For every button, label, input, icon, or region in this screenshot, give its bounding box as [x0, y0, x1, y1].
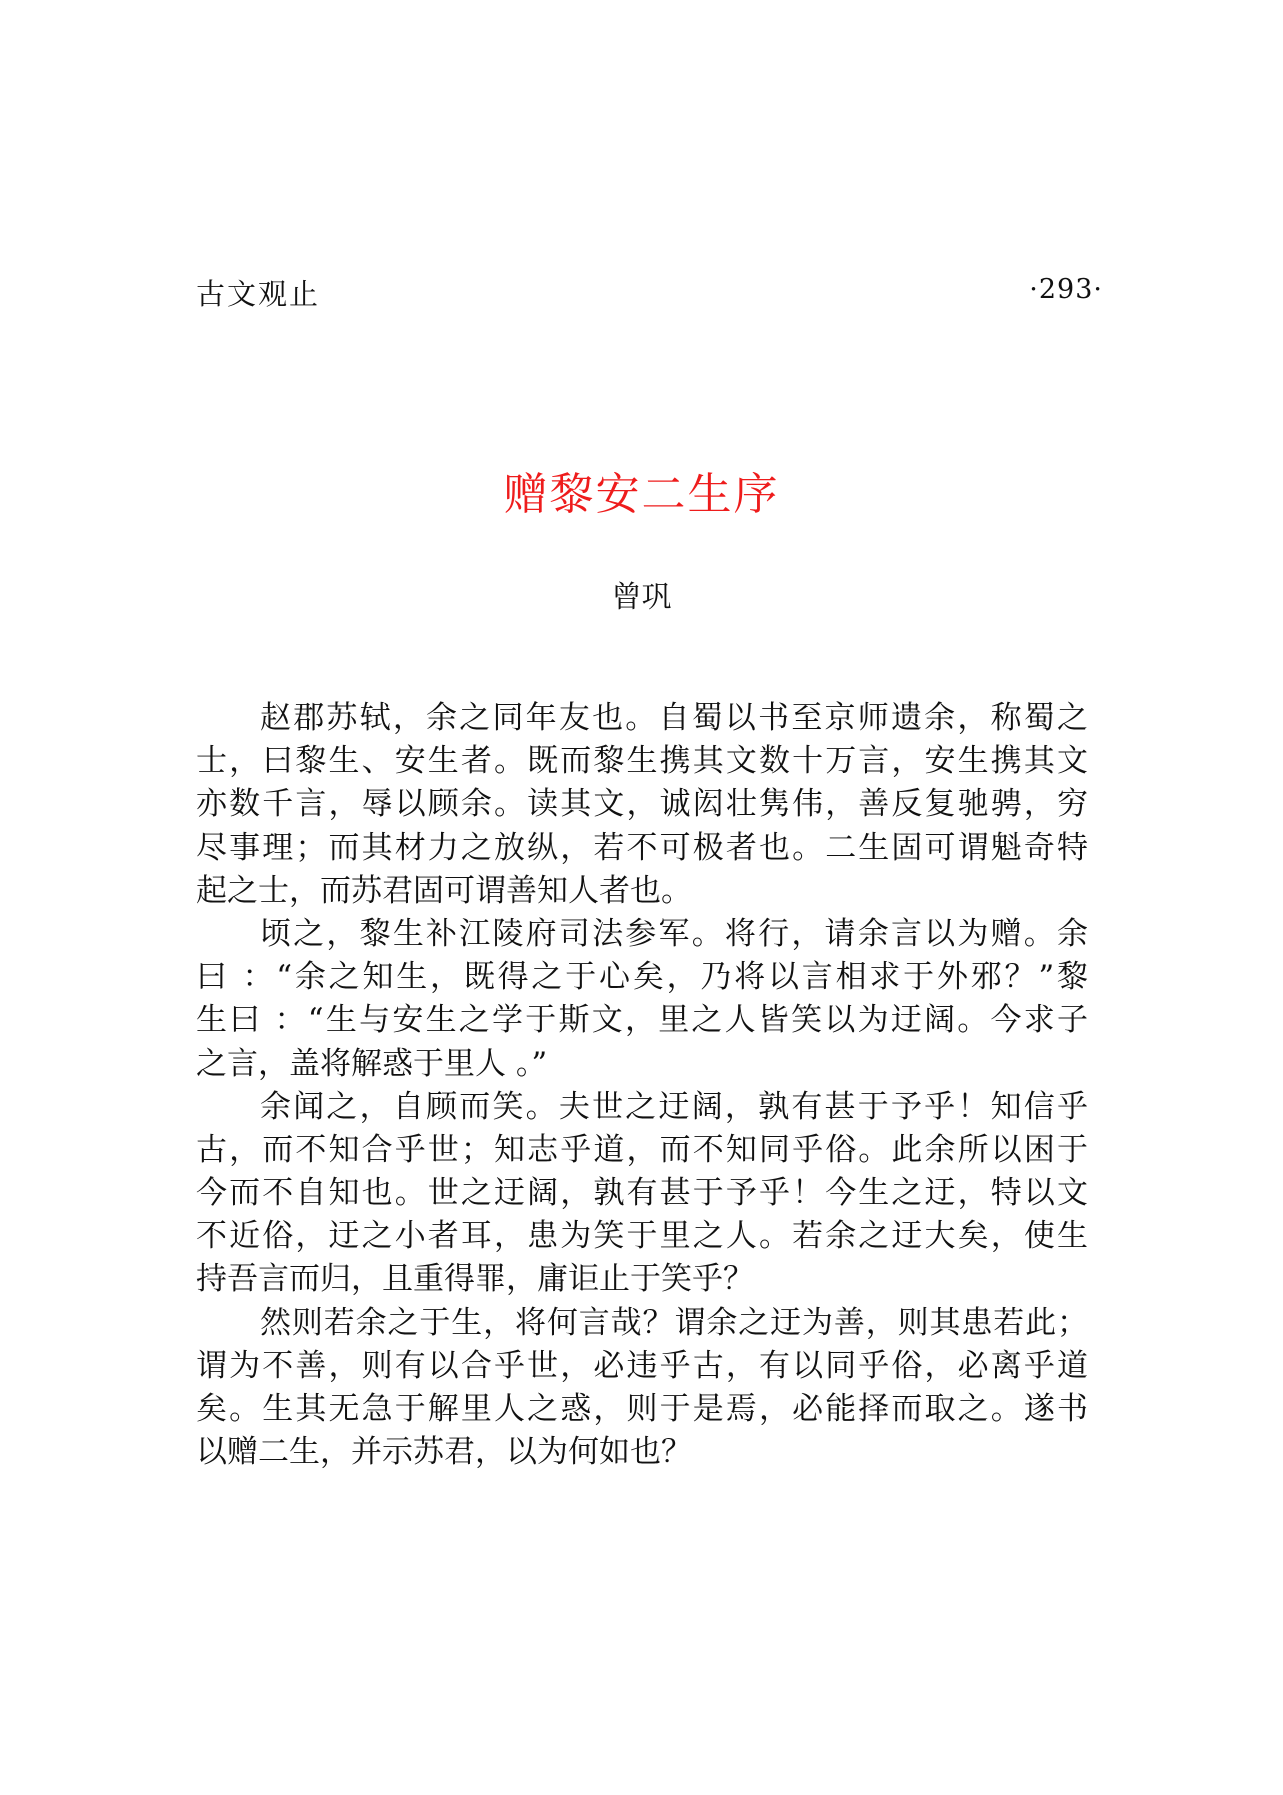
text-line: 古，而不知合乎世；知志乎道，而不知同乎俗。此余所以困于 — [196, 1131, 1088, 1168]
text-line: 生曰 ：“生与安生之学于斯文，里之人皆笑以为迂阔。今求子 — [196, 1002, 1088, 1039]
text-line: 赵郡苏轼，余之同年友也。自蜀以书至京师遗余，称蜀之 — [260, 700, 1088, 736]
text-line: 持吾言而归，且重得罪，庸讵止于笑乎？ — [196, 1261, 754, 1298]
page-number: ·293· — [1029, 274, 1103, 305]
text-line: 余闻之，自顾而笑。夫世之迂阔，孰有甚于予乎！知信乎 — [260, 1088, 1088, 1125]
text-line: 士，曰黎生、安生者。既而黎生携其文数十万言，安生携其文 — [196, 743, 1088, 780]
text-line: 谓为不善，则有以合乎世，必违乎古，有以同乎俗，必离乎道 — [196, 1347, 1088, 1384]
text-line: 之言，盖将解惑于里人 。” — [196, 1045, 548, 1082]
article-author: 曾巩 — [611, 580, 672, 615]
article-title: 赠黎安二生序 — [503, 469, 780, 520]
text-line: 曰 ：“余之知生，既得之于心矣，乃将以言相求于外邪？”黎 — [196, 959, 1088, 996]
text-line: 起之士，而苏君固可谓善知人者也。 — [196, 872, 692, 909]
text-line: 然则若余之于生，将何言哉？谓余之迂为善，则其患若此； — [260, 1304, 1088, 1341]
text-line: 亦数千言，辱以顾余。读其文，诚闳壮隽伟，善反复驰骋，穷 — [196, 786, 1088, 823]
text-line: 顷之，黎生补江陵府司法参军。将行，请余言以为赠。余 — [260, 915, 1088, 952]
text-line: 尽事理；而其材力之放纵，若不可极者也。二生固可谓魁奇特 — [196, 829, 1088, 866]
text-line: 以赠二生，并示苏君，以为何如也？ — [196, 1434, 692, 1471]
article-body — [196, 697, 1088, 1474]
book-title-header: 古文观止 — [196, 277, 321, 311]
text-line: 不近俗，迂之小者耳，患为笑于里之人。若余之迂大矣，使生 — [196, 1218, 1088, 1255]
text-line: 矣。生其无急于解里人之惑，则于是焉，必能择而取之。遂书 — [196, 1391, 1088, 1427]
text-line: 今而不自知也。世之迂阔，孰有甚于予乎！今生之迂，特以文 — [196, 1175, 1088, 1212]
